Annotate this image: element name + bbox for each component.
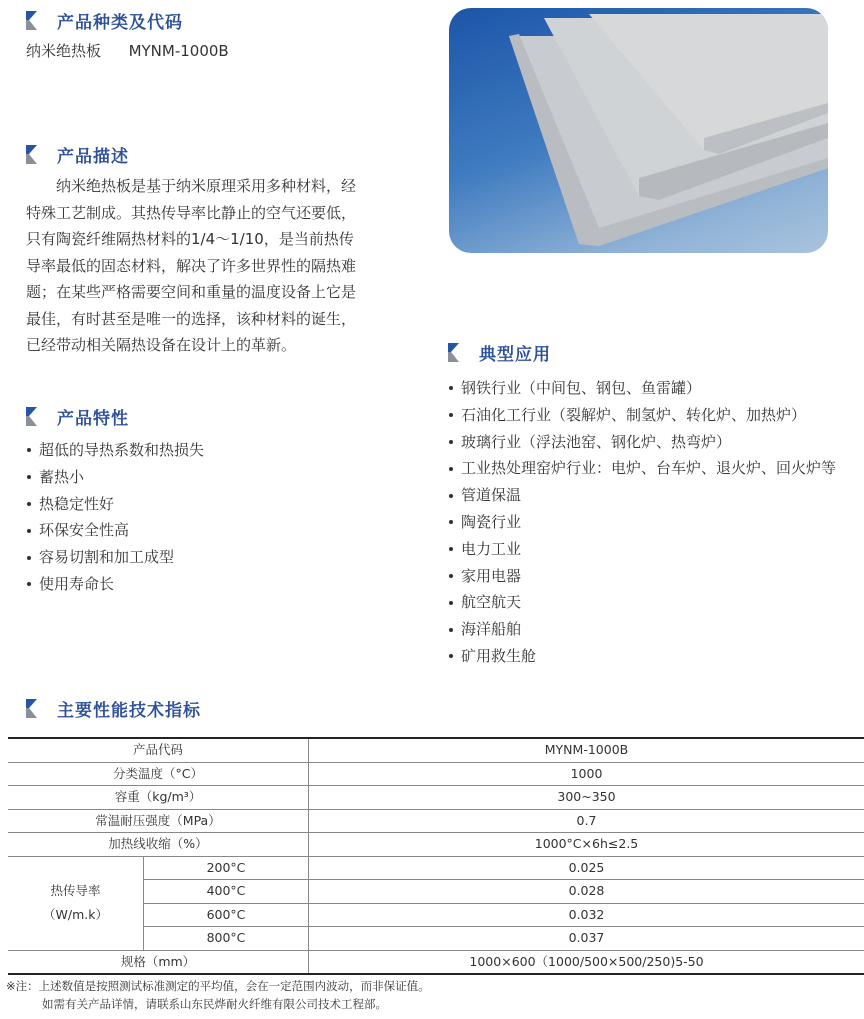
bullet-icon <box>449 413 453 417</box>
bullet-icon <box>27 448 31 452</box>
spec-value: 0.025 <box>309 856 864 880</box>
table-row <box>8 786 864 810</box>
temperature-label: 800°C <box>144 927 309 951</box>
section-marker-icon <box>448 343 459 362</box>
spec-label: 容重（kg/m³） <box>8 786 309 810</box>
list-item: 家用电器 <box>446 563 836 590</box>
section-title: 主要性能技术指标 <box>57 700 201 721</box>
temperature-label: 400°C <box>144 880 309 904</box>
bullet-icon <box>449 628 453 632</box>
spec-label: 加热线收缩（%） <box>8 833 309 857</box>
table-row <box>8 950 864 974</box>
spec-label: 常温耐压强度（MPa） <box>8 809 309 833</box>
list-item: 热稳定性好 <box>24 491 204 518</box>
list-item: 工业热处理窑炉行业：电炉、台车炉、退火炉、回火炉等 <box>446 455 836 482</box>
footnote-line: ※注：上述数值是按照测试标准测定的平均值，会在一定范围内波动，而非保证值。 <box>6 979 430 993</box>
description-line: 纳米绝热板是基于纳米原理采用多种材料，经 <box>56 177 357 195</box>
section-marker-icon <box>26 11 37 30</box>
bullet-icon <box>449 574 453 578</box>
bullet-icon <box>449 467 453 471</box>
bullet-icon <box>449 440 453 444</box>
list-item: 石油化工行业（裂解炉、制氢炉、转化炉、加热炉） <box>446 402 836 429</box>
spec-value: 0.032 <box>309 903 864 927</box>
spec-value: 300~350 <box>309 786 864 810</box>
features-list <box>24 437 204 598</box>
description-line: 题；在某些严格需要空间和重量的温度设备上它是 <box>26 283 357 301</box>
table-row <box>8 809 864 833</box>
spec-label: 规格（mm） <box>8 950 309 974</box>
insulation-boards-image <box>449 8 828 253</box>
list-item: 蓄热小 <box>24 464 204 491</box>
bullet-icon <box>27 529 31 533</box>
section-header-applications <box>448 340 551 364</box>
list-item: 玻璃行业（浮法池窑、钢化炉、热弯炉） <box>446 429 836 456</box>
list-item: 矿用救生舱 <box>446 643 836 670</box>
bullet-icon <box>27 502 31 506</box>
list-item: 海洋船舶 <box>446 616 836 643</box>
bullet-icon <box>27 556 31 560</box>
applications-list <box>446 375 836 670</box>
section-title: 产品种类及代码 <box>57 12 183 33</box>
list-item: 容易切割和加工成型 <box>24 544 204 571</box>
list-item: 电力工业 <box>446 536 836 563</box>
list-item: 管道保温 <box>446 482 836 509</box>
list-item: 超低的导热系数和热损失 <box>24 437 204 464</box>
section-header-category <box>26 8 183 32</box>
spec-value: 0.037 <box>309 927 864 951</box>
product-name: 纳米绝热板 <box>26 42 102 60</box>
list-item: 航空航天 <box>446 589 836 616</box>
bullet-icon <box>449 494 453 498</box>
list-item: 环保安全性高 <box>24 517 204 544</box>
section-marker-icon <box>26 699 37 718</box>
spec-value: 0.028 <box>309 880 864 904</box>
conductivity-label: 热传导率 （W/m.k） <box>8 856 144 950</box>
bullet-icon <box>449 601 453 605</box>
table-row <box>8 738 864 762</box>
table-row <box>8 762 864 786</box>
bullet-icon <box>27 475 31 479</box>
temperature-label: 600°C <box>144 903 309 927</box>
spec-table <box>8 737 864 975</box>
section-marker-icon <box>26 145 37 164</box>
section-header-description <box>26 142 129 166</box>
footnote-line: 如需有关产品详情，请联系山东民烨耐火纤维有限公司技术工程部。 <box>42 997 387 1011</box>
bullet-icon <box>449 520 453 524</box>
list-item: 使用寿命长 <box>24 571 204 598</box>
description-text <box>26 173 426 359</box>
description-line: 只有陶瓷纤维隔热材料的1/4～1/10，是当前热传 <box>26 230 354 248</box>
table-row <box>8 856 864 880</box>
spec-value: MYNM-1000B <box>309 738 864 762</box>
list-item: 钢铁行业（中间包、钢包、鱼雷罐） <box>446 375 836 402</box>
spec-value: 1000×600（1000/500×500/250)5-50 <box>309 950 864 974</box>
bullet-icon <box>449 386 453 390</box>
description-line: 导率最低的固态材料，解决了许多世界性的隔热难 <box>26 256 357 275</box>
table-row <box>8 833 864 857</box>
product-photo <box>449 8 828 253</box>
section-title: 典型应用 <box>479 344 551 365</box>
description-line: 已经带动相关隔热设备在设计上的革新。 <box>26 336 297 354</box>
section-header-features <box>26 404 129 428</box>
spec-value: 1000°C×6h≤2.5 <box>309 833 864 857</box>
spec-label: 产品代码 <box>8 738 309 762</box>
bullet-icon <box>27 582 31 586</box>
description-line: 特殊工艺制成。其热传导率比静止的空气还要低， <box>26 203 357 222</box>
description-line: 最佳，有时甚至是唯一的选择，该种材料的诞生， <box>26 309 357 328</box>
spec-value: 0.7 <box>309 809 864 833</box>
section-header-specs <box>26 696 201 720</box>
product-code: MYNM-1000B <box>128 42 229 60</box>
temperature-label: 200°C <box>144 856 309 880</box>
list-item: 陶瓷行业 <box>446 509 836 536</box>
spec-label: 分类温度（°C） <box>8 762 309 786</box>
footnote <box>6 977 430 1013</box>
section-title: 产品特性 <box>57 408 129 429</box>
section-marker-icon <box>26 407 37 426</box>
bullet-icon <box>449 654 453 658</box>
spec-value: 1000 <box>309 762 864 786</box>
bullet-icon <box>449 547 453 551</box>
section-title: 产品描述 <box>57 146 129 167</box>
product-identity <box>26 40 229 61</box>
